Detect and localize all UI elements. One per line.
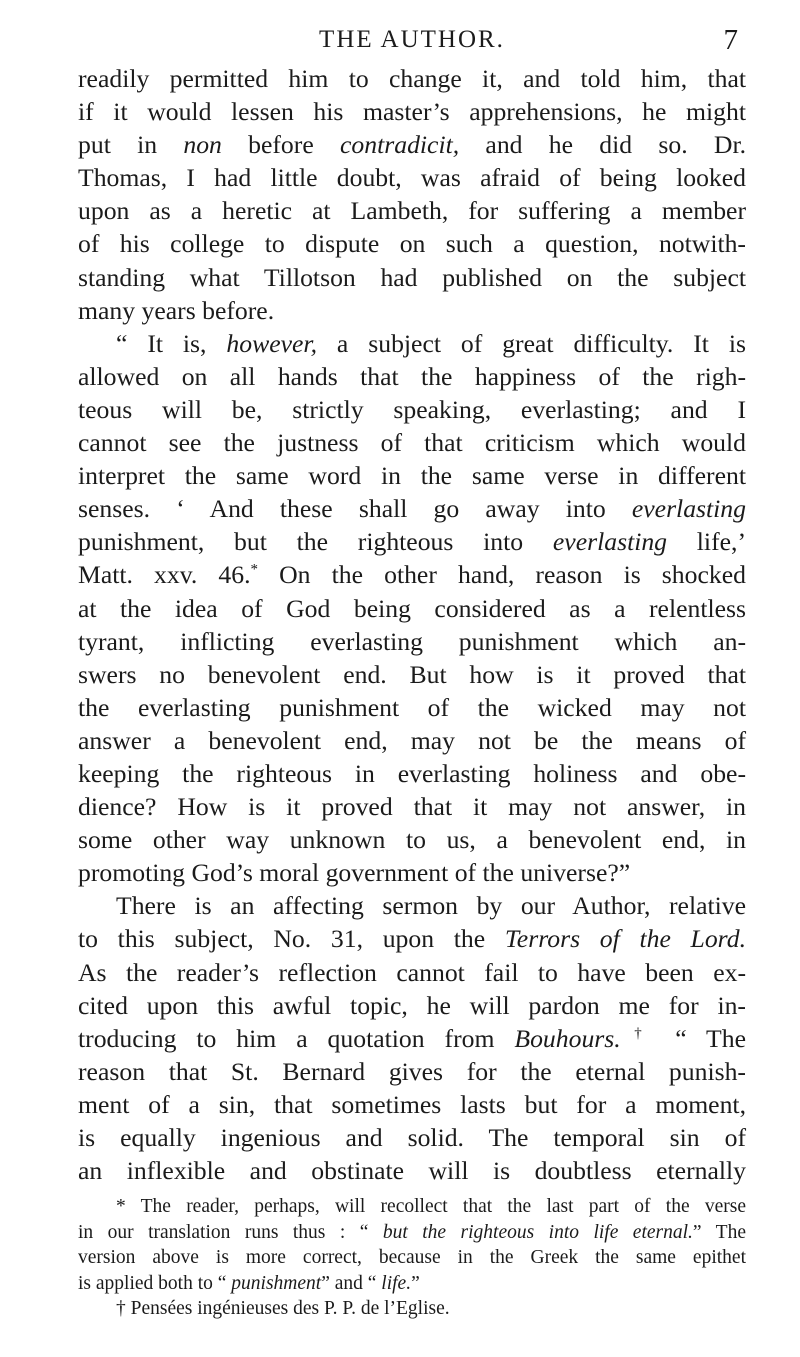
body-text: a subject of great difficulty. It is	[317, 328, 746, 358]
body-line	[78, 658, 746, 691]
page-number: 7	[723, 24, 738, 56]
body-text: Matt. xxv. 46.	[78, 560, 251, 590]
body-text: As the reader’s reflection cannot fail to have been ex-	[78, 957, 746, 987]
body-line	[78, 261, 746, 294]
footnote-italic-text: but the righteous into life eternal.	[382, 1221, 693, 1243]
body-text: troducing to him a quotation from	[78, 1023, 515, 1053]
running-title: THE AUTHOR.	[319, 26, 505, 53]
body-text: “ The	[655, 1023, 746, 1053]
body-text	[78, 62, 746, 1187]
body-text: if it would lessen his master’s apprehensions, he might	[78, 97, 746, 127]
body-italic-text: Bouhours.	[514, 1023, 621, 1053]
body-line	[78, 1088, 746, 1121]
body-line	[78, 592, 746, 625]
body-text: reason that St. Bernard gives for the eternal punish-	[78, 1056, 746, 1086]
footnote-italic-text: punishment	[231, 1272, 322, 1294]
body-text: On the other hand, reason is shocked	[258, 560, 746, 590]
body-line	[78, 1121, 746, 1154]
footnote-text: ”	[411, 1272, 420, 1294]
body-line	[78, 128, 746, 161]
running-head	[78, 18, 746, 58]
body-text: standing what Tillotson had published on the subject	[78, 262, 746, 292]
body-line	[78, 558, 746, 591]
body-line	[78, 691, 746, 724]
body-footnote-mark: *	[250, 561, 259, 578]
body-footnote-mark: †	[620, 1025, 656, 1042]
body-text: ment of a sin, that sometimes lasts but for a moment,	[78, 1089, 746, 1119]
body-italic-text: however,	[226, 328, 317, 358]
body-text: There is an affecting sermon by our Author, relative	[116, 891, 746, 921]
body-text: the everlasting punishment of the wicked may not	[78, 692, 746, 722]
footnote-text: † Pensées ingénieuses des P. P. de l’Eglise.	[116, 1298, 450, 1319]
footnote-line	[78, 1194, 746, 1220]
footnote-text: is applied both to “	[78, 1272, 232, 1294]
body-text: upon as a heretic at Lambeth, for suffering a member	[78, 196, 746, 226]
body-line	[78, 922, 746, 955]
body-text: to this subject, No. 31, upon the	[78, 924, 505, 954]
body-line	[78, 62, 746, 95]
body-text: is equally ingenious and solid. The temporal sin of	[78, 1123, 746, 1152]
body-text: readily permitted him to change it, and told him, that	[78, 64, 746, 93]
body-text: senses. ‘ And these shall go away into	[78, 494, 632, 524]
body-line	[78, 327, 746, 360]
body-text: “ It is,	[116, 328, 227, 358]
body-line	[78, 360, 746, 393]
footnote-line	[78, 1220, 746, 1246]
body-text: an inflexible and obstinate will is doubtless eternally	[78, 1156, 746, 1186]
body-text: put in	[78, 130, 184, 160]
body-line	[78, 227, 746, 260]
body-line	[78, 492, 746, 525]
footnote-line	[78, 1296, 746, 1322]
body-text: teous will be, strictly speaking, everlasting; and I	[78, 394, 746, 424]
body-italic-text: everlasting	[631, 494, 746, 524]
body-line	[78, 790, 746, 823]
body-line	[78, 856, 746, 889]
body-text: Thomas, I had little doubt, was afraid of being looked	[78, 163, 746, 193]
body-line	[78, 956, 746, 989]
body-text: tyrant, inflicting everlasting punishment which an-	[78, 626, 746, 656]
footnote-text: version above is more correct, because in the Greek the same epithet	[78, 1247, 746, 1268]
body-text: before	[221, 130, 340, 160]
body-text: punishment, but the righteous into	[78, 527, 553, 557]
footnote-text: ” and “	[321, 1272, 382, 1294]
body-line	[78, 625, 746, 658]
footnote-text: in our translation runs thus : “	[78, 1221, 383, 1243]
body-line	[78, 989, 746, 1022]
body-text: swers no benevolent end. But how is it proved that	[78, 659, 746, 689]
body-text: promoting God’s moral government of the universe?”	[78, 858, 631, 888]
footnote-line	[78, 1245, 746, 1271]
footnote-line	[78, 1271, 746, 1297]
body-line	[78, 459, 746, 492]
body-line	[78, 95, 746, 128]
body-italic-text: Terrors of the Lord.	[504, 924, 746, 954]
body-text: and he did so. Dr.	[459, 130, 746, 160]
body-text: at the idea of God being considered as a relentless	[78, 593, 746, 623]
footnote-text: ” The	[692, 1221, 747, 1243]
body-line	[78, 724, 746, 757]
footnotes	[78, 1194, 746, 1322]
body-line	[78, 426, 746, 459]
body-italic-text: everlasting	[552, 527, 668, 557]
body-italic-text: contradicit,	[340, 130, 460, 160]
body-text: cannot see the justness of that criticism which would	[78, 428, 746, 458]
footnote-italic-text: life.	[381, 1272, 412, 1294]
body-line	[78, 757, 746, 790]
body-text: keeping the righteous in everlasting holiness and obe-	[78, 758, 746, 788]
body-line	[78, 294, 746, 327]
body-text: life,’	[667, 527, 746, 557]
body-text: some other way unknown to us, a benevolent end, in	[78, 825, 746, 855]
body-text: dience? How is it proved that it may not answer, in	[78, 792, 746, 822]
body-text: answer a benevolent end, may not be the means of	[78, 725, 746, 755]
footnote-text: * The reader, perhaps, will recollect that the last part of the verse	[116, 1196, 746, 1217]
body-text: allowed on all hands that the happiness of the righ-	[78, 361, 746, 391]
body-line	[78, 393, 746, 426]
body-line	[78, 1022, 746, 1055]
body-line	[78, 161, 746, 194]
body-italic-text: non	[183, 130, 222, 160]
body-text: many years before.	[78, 295, 275, 325]
body-line	[78, 525, 746, 558]
body-text: interpret the same word in the same verse in different	[78, 461, 746, 491]
body-text: cited upon this awful topic, he will pardon me for in-	[78, 990, 746, 1020]
body-line	[78, 194, 746, 227]
body-line	[78, 823, 746, 856]
body-line	[78, 1154, 746, 1187]
body-text: of his college to dispute on such a question, notwith-	[78, 229, 746, 259]
body-line	[78, 1055, 746, 1088]
body-line	[78, 889, 746, 922]
